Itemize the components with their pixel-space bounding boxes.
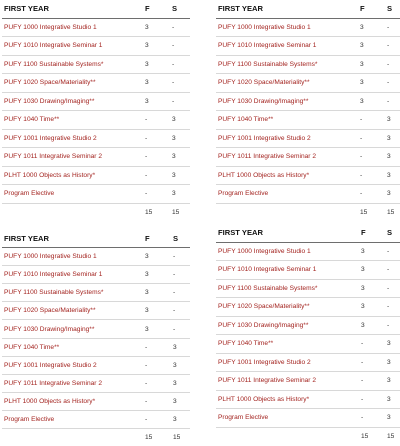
spring-credits: - [172, 18, 190, 37]
course-row [216, 298, 400, 317]
spring-column-header: S [173, 230, 190, 248]
course-row [2, 148, 190, 167]
course-name[interactable]: PUFY 1011 Integrative Seminar 2 [2, 374, 145, 392]
spring-credits: - [387, 92, 400, 111]
fall-credits: - [145, 392, 173, 410]
course-name[interactable]: PUFY 1000 Integrative Studio 1 [216, 18, 360, 37]
spring-credits: - [172, 37, 190, 56]
spring-credit-total: 15 [173, 434, 181, 442]
course-name[interactable]: PUFY 1000 Integrative Studio 1 [2, 248, 145, 266]
course-row [216, 261, 400, 280]
spring-credit-total: 15 [172, 208, 180, 216]
fall-credits: 3 [145, 55, 172, 74]
course-name[interactable]: PUFY 1040 Time** [2, 111, 145, 130]
course-row [2, 18, 190, 37]
spring-credits: - [387, 55, 400, 74]
credit-total-row [216, 203, 400, 221]
fall-credits: 3 [361, 298, 387, 317]
fall-credits: 3 [145, 266, 173, 284]
course-name[interactable]: PUFY 1030 Drawing/Imaging** [216, 92, 360, 111]
spring-credits: 3 [172, 111, 190, 130]
table-header-row [2, 230, 190, 248]
course-name[interactable]: PUFY 1010 Integrative Seminar 1 [2, 37, 145, 56]
table-header-row [2, 0, 190, 18]
fall-credits: 3 [145, 92, 172, 111]
course-row [216, 409, 400, 428]
table-title: FIRST YEAR [216, 0, 360, 18]
course-row [2, 111, 190, 130]
course-name[interactable]: PLHT 1000 Objects as History* [216, 390, 361, 409]
fall-credits: - [361, 353, 387, 372]
spring-credit-total: 15 [387, 208, 395, 216]
spring-column-header: S [387, 224, 400, 242]
spring-credits: 3 [387, 335, 400, 354]
course-name[interactable]: PUFY 1011 Integrative Seminar 2 [2, 148, 145, 167]
fall-column-header: F [145, 0, 172, 18]
course-name[interactable]: Program Elective [216, 409, 361, 428]
spring-credits: - [173, 284, 190, 302]
fall-credits: - [145, 374, 173, 392]
spring-credits: 3 [387, 390, 400, 409]
fall-credits: - [145, 410, 173, 428]
fall-credits: 3 [145, 74, 172, 93]
course-row [216, 279, 400, 298]
course-row [216, 111, 400, 130]
table-title: FIRST YEAR [2, 0, 145, 18]
course-name[interactable]: PUFY 1011 Integrative Seminar 2 [216, 372, 361, 391]
spring-credits: 3 [387, 409, 400, 428]
total-label-cell [2, 429, 145, 446]
fall-credits: 3 [145, 320, 173, 338]
fall-credit-total: 15 [145, 208, 153, 216]
fall-credit-total: 15 [145, 434, 153, 442]
spring-credits: 3 [387, 129, 400, 148]
table-title: FIRST YEAR [2, 230, 145, 248]
spring-credits: - [387, 37, 400, 56]
spring-credits: - [387, 261, 400, 280]
total-label-cell [216, 427, 361, 445]
course-name[interactable]: PUFY 1020 Space/Materiality** [216, 74, 360, 93]
first-year-table-top-left [2, 0, 190, 221]
fall-credits: 3 [361, 242, 387, 261]
spring-credits: - [172, 55, 190, 74]
credit-total-row [216, 427, 400, 445]
course-row [216, 316, 400, 335]
spring-column-header: S [387, 0, 400, 18]
spring-credits: 3 [387, 185, 400, 204]
course-row [2, 320, 190, 338]
fall-credits: - [361, 409, 387, 428]
fall-credits: - [145, 129, 172, 148]
spring-credits: - [172, 92, 190, 111]
course-row [2, 74, 190, 93]
course-name[interactable]: Program Elective [216, 185, 360, 204]
course-row [2, 392, 190, 410]
course-row [216, 372, 400, 391]
course-row [2, 410, 190, 428]
spring-credits: - [173, 248, 190, 266]
fall-credits: - [145, 111, 172, 130]
fall-credits: 3 [361, 316, 387, 335]
course-name[interactable]: PUFY 1001 Integrative Studio 2 [216, 129, 360, 148]
course-row [216, 353, 400, 372]
course-name[interactable]: PUFY 1010 Integrative Seminar 1 [2, 266, 145, 284]
fall-credits: 3 [361, 261, 387, 280]
spring-credits: - [387, 316, 400, 335]
course-row [216, 185, 400, 204]
course-name[interactable]: PUFY 1001 Integrative Studio 2 [2, 356, 145, 374]
course-name[interactable]: PUFY 1000 Integrative Studio 1 [2, 18, 145, 37]
fall-credits: - [145, 166, 172, 185]
course-name[interactable]: PUFY 1040 Time** [216, 335, 361, 354]
spring-credits: 3 [173, 374, 190, 392]
course-name[interactable]: PUFY 1100 Sustainable Systems* [2, 284, 145, 302]
course-row [2, 356, 190, 374]
fall-credits: 3 [360, 92, 387, 111]
spring-credits: 3 [387, 111, 400, 130]
fall-credits: 3 [145, 248, 173, 266]
first-year-table-top-right [216, 0, 400, 221]
first-year-table-bottom-right [216, 224, 400, 445]
fall-credits: - [360, 185, 387, 204]
fall-credits: - [360, 129, 387, 148]
course-row [216, 166, 400, 185]
course-name[interactable]: Program Elective [2, 185, 145, 204]
fall-credits: 3 [360, 55, 387, 74]
course-row [2, 266, 190, 284]
course-row [216, 148, 400, 167]
fall-credits: - [145, 148, 172, 167]
spring-credits: - [173, 266, 190, 284]
spring-credits: - [387, 298, 400, 317]
course-row [216, 37, 400, 56]
spring-credits: - [387, 242, 400, 261]
spring-credits: - [172, 74, 190, 93]
total-label-cell [2, 203, 145, 221]
course-row [216, 74, 400, 93]
spring-credit-total: 15 [387, 432, 395, 440]
course-name[interactable]: PLHT 1000 Objects as History* [2, 166, 145, 185]
course-name[interactable]: PUFY 1040 Time** [216, 111, 360, 130]
spring-credits: 3 [172, 185, 190, 204]
spring-credits: 3 [173, 338, 190, 356]
spring-credits: - [387, 18, 400, 37]
spring-credits: 3 [387, 166, 400, 185]
table-header-row [216, 0, 400, 18]
credit-total-row [2, 203, 190, 221]
spring-credits: 3 [172, 166, 190, 185]
fall-credits: - [145, 185, 172, 204]
course-name[interactable]: Program Elective [2, 410, 145, 428]
course-name[interactable]: PLHT 1000 Objects as History* [2, 392, 145, 410]
course-name[interactable]: PUFY 1020 Space/Materiality** [216, 298, 361, 317]
course-name[interactable]: PUFY 1010 Integrative Seminar 1 [216, 37, 360, 56]
spring-credits: 3 [173, 356, 190, 374]
fall-column-header: F [360, 0, 387, 18]
course-name[interactable]: PUFY 1001 Integrative Studio 2 [2, 129, 145, 148]
course-row [216, 92, 400, 111]
course-row [216, 242, 400, 261]
fall-credits: 3 [360, 37, 387, 56]
course-row [216, 55, 400, 74]
course-name[interactable]: PUFY 1030 Drawing/Imaging** [216, 316, 361, 335]
fall-credits: 3 [145, 18, 172, 37]
fall-credits: - [361, 390, 387, 409]
fall-credit-total: 15 [361, 432, 369, 440]
fall-credits: 3 [360, 74, 387, 93]
fall-credits: - [361, 335, 387, 354]
course-name[interactable]: PUFY 1100 Sustainable Systems* [216, 55, 360, 74]
first-year-table-bottom-left [2, 230, 190, 446]
course-name[interactable]: PUFY 1100 Sustainable Systems* [2, 55, 145, 74]
spring-credits: 3 [172, 129, 190, 148]
course-row [2, 185, 190, 204]
fall-credits: - [361, 372, 387, 391]
course-name[interactable]: PUFY 1000 Integrative Studio 1 [216, 242, 361, 261]
spring-column-header: S [172, 0, 190, 18]
course-row [2, 55, 190, 74]
credit-total-row [2, 429, 190, 446]
course-name[interactable]: PUFY 1020 Space/Materiality** [2, 74, 145, 93]
fall-column-header: F [361, 224, 387, 242]
course-row [2, 284, 190, 302]
fall-credits: 3 [361, 279, 387, 298]
fall-credits: - [145, 338, 173, 356]
spring-credits: - [387, 279, 400, 298]
course-name[interactable]: PUFY 1030 Drawing/Imaging** [2, 92, 145, 111]
spring-credits: - [173, 302, 190, 320]
course-row [216, 335, 400, 354]
course-row [2, 92, 190, 111]
course-name[interactable]: PLHT 1000 Objects as History* [216, 166, 360, 185]
course-name[interactable]: PUFY 1020 Space/Materiality** [2, 302, 145, 320]
course-name[interactable]: PUFY 1100 Sustainable Systems* [216, 279, 361, 298]
fall-credits: - [360, 166, 387, 185]
spring-credits: 3 [172, 148, 190, 167]
course-row [2, 248, 190, 266]
course-row [216, 18, 400, 37]
course-row [216, 390, 400, 409]
course-name[interactable]: PUFY 1001 Integrative Studio 2 [216, 353, 361, 372]
fall-credits: 3 [145, 302, 173, 320]
fall-credit-total: 15 [360, 208, 368, 216]
course-row [2, 374, 190, 392]
spring-credits: - [387, 74, 400, 93]
fall-credits: - [360, 148, 387, 167]
spring-credits: 3 [173, 392, 190, 410]
course-name[interactable]: PUFY 1030 Drawing/Imaging** [2, 320, 145, 338]
spring-credits: 3 [387, 372, 400, 391]
table-header-row [216, 224, 400, 242]
fall-credits: 3 [360, 18, 387, 37]
course-name[interactable]: PUFY 1011 Integrative Seminar 2 [216, 148, 360, 167]
spring-credits: 3 [387, 353, 400, 372]
course-name[interactable]: PUFY 1010 Integrative Seminar 1 [216, 261, 361, 280]
fall-column-header: F [145, 230, 173, 248]
spring-credits: 3 [387, 148, 400, 167]
fall-credits: - [360, 111, 387, 130]
spring-credits: 3 [173, 410, 190, 428]
course-row [216, 129, 400, 148]
course-row [2, 129, 190, 148]
course-name[interactable]: PUFY 1040 Time** [2, 338, 145, 356]
spring-credits: - [173, 320, 190, 338]
course-row [2, 302, 190, 320]
total-label-cell [216, 203, 360, 221]
table-title: FIRST YEAR [216, 224, 361, 242]
fall-credits: - [145, 356, 173, 374]
course-row [2, 338, 190, 356]
course-row [2, 166, 190, 185]
course-row [2, 37, 190, 56]
fall-credits: 3 [145, 284, 173, 302]
fall-credits: 3 [145, 37, 172, 56]
